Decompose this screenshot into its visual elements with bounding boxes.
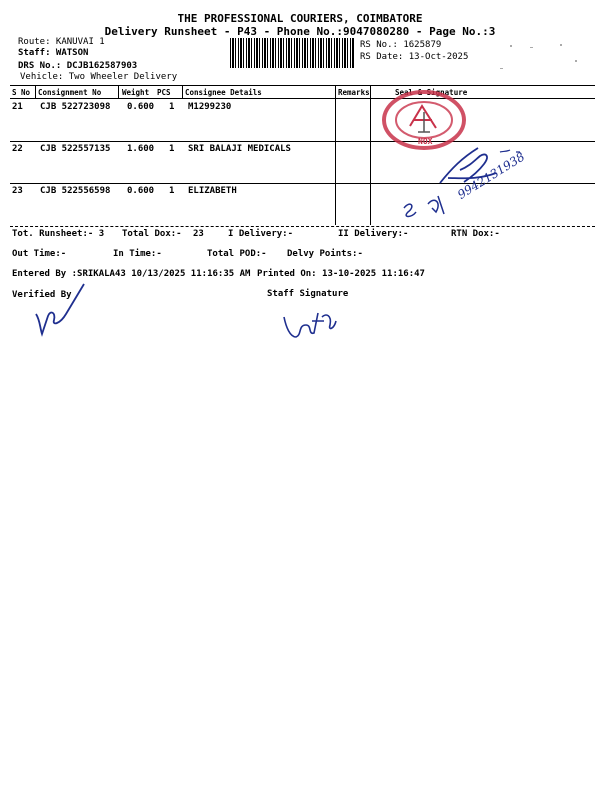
row-consignee: SRI BALAJI MEDICALS — [188, 144, 291, 154]
total-dox-label: Total Dox:- — [122, 229, 182, 239]
staff-handwritten-signature — [280, 305, 340, 345]
row-sno: 22 — [12, 144, 23, 154]
total-dox-value: 23 — [193, 229, 204, 239]
stamp-text: NOX — [418, 137, 433, 146]
delvy-points: Delvy Points:- — [287, 249, 363, 259]
runsheet-subtitle: Delivery Runsheet - P43 - Phone No.:9047080280 - Page No.:3 — [104, 25, 496, 38]
col-divider — [35, 85, 36, 98]
row-weight: 0.600 — [127, 102, 155, 112]
row-pcs: 1 — [169, 186, 175, 196]
row-consignee: M1299230 — [188, 102, 232, 112]
company-title: THE PROFESSIONAL COURIERS, COIMBATORE — [177, 12, 423, 25]
table-header-border — [10, 98, 595, 99]
header-weight: Weight — [122, 88, 150, 97]
in-time: In Time:- — [113, 249, 162, 259]
total-runsheet: Tot. Runsheet:- 3 — [12, 229, 105, 239]
scan-speck — [575, 60, 577, 62]
row-pcs: 1 — [169, 102, 175, 112]
barcode — [230, 38, 355, 68]
header-consignment: Consignment No — [38, 88, 102, 97]
route-label: Route: KANUVAI 1 — [18, 37, 105, 47]
col-divider — [335, 85, 336, 225]
row-consignment: CJB 522557135 — [40, 144, 111, 154]
printed-on: Printed On: 13-10-2025 11:16:47 — [257, 269, 425, 279]
entered-by: Entered By :SRIKALA43 10/13/2025 11:16:35 AM — [12, 269, 251, 279]
header-consignee: Consignee Details — [185, 88, 262, 97]
header-sno: S No — [12, 88, 31, 97]
header-pcs: PCS — [157, 88, 171, 97]
row-consignment: CJB 522723098 — [40, 102, 111, 112]
total-pod: Total POD:- — [207, 249, 267, 259]
col-divider — [370, 85, 371, 225]
verified-by-label: Verified By — [12, 290, 72, 300]
row-consignee: ELIZABETH — [188, 186, 237, 196]
scan-speck — [500, 68, 503, 69]
header-remarks: Remarks — [338, 88, 370, 97]
row-weight: 0.600 — [127, 186, 155, 196]
rs-number: RS No.: 1625879 — [360, 40, 442, 50]
staff-label: Staff: WATSON — [18, 48, 89, 58]
row-sno: 21 — [12, 102, 23, 112]
row-weight: 1.600 — [127, 144, 155, 154]
ii-delivery: II Delivery:- — [338, 229, 409, 239]
table-top-border — [10, 85, 595, 86]
out-time: Out Time:- — [12, 249, 67, 259]
row-consignment: CJB 522556598 — [40, 186, 111, 196]
vehicle-label: Vehicle: Two Wheeler Delivery — [20, 72, 178, 82]
verified-by-signature — [30, 280, 90, 340]
col-divider — [118, 85, 119, 98]
scan-speck — [560, 44, 562, 46]
col-divider — [182, 85, 183, 98]
header-seal-signature: Seal & Signature — [395, 88, 468, 97]
staff-signature-label: Staff Signature — [267, 289, 349, 299]
scan-speck — [510, 45, 512, 47]
drs-number: DRS No.: DCJB162587903 — [18, 61, 138, 71]
scan-speck — [530, 47, 533, 48]
rs-date: RS Date: 13-Oct-2025 — [360, 52, 469, 62]
i-delivery: I Delivery:- — [228, 229, 294, 239]
rtn-dox: RTN Dox:- — [451, 229, 500, 239]
handwritten-phone: 9942131938 — [455, 149, 528, 202]
row-pcs: 1 — [169, 144, 175, 154]
row-sno: 23 — [12, 186, 23, 196]
